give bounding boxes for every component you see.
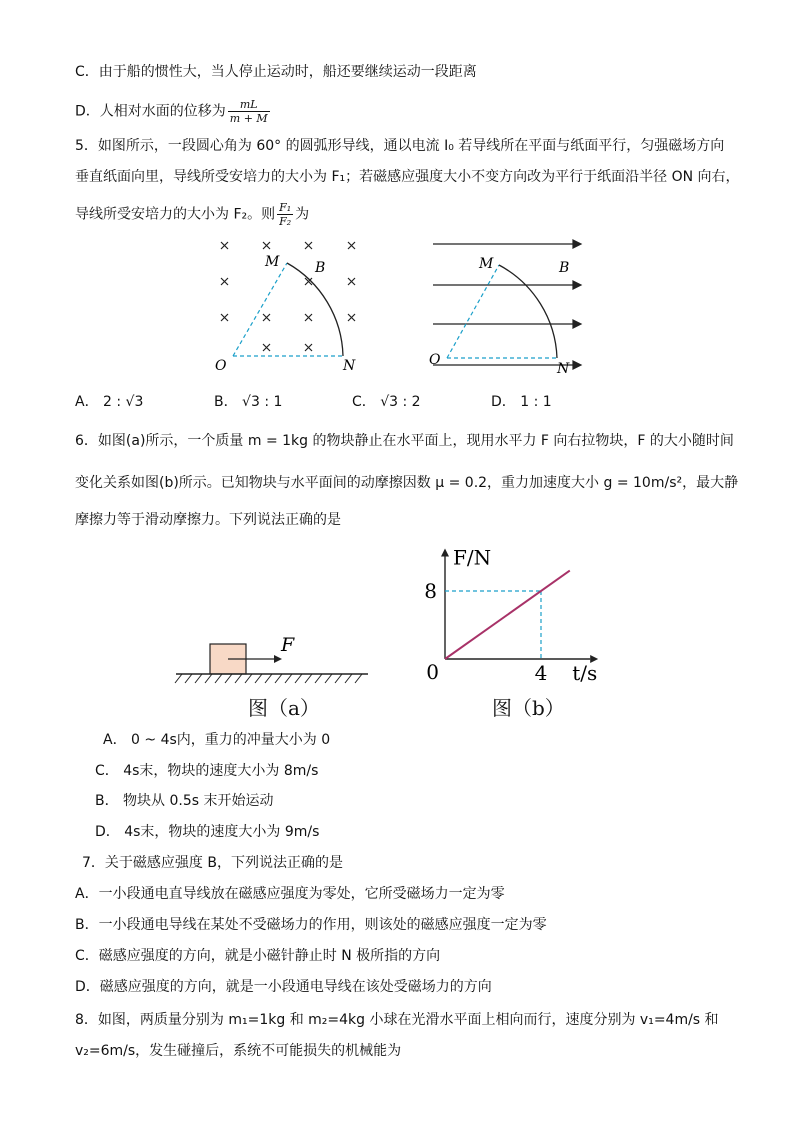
q7-stem: 7．关于磁感应强度 B，下列说法正确的是 [82, 855, 343, 871]
q8-stem-line2: v₂=6m/s，发生碰撞后，系统不可能损失的机械能为 [75, 1043, 402, 1059]
radius-OM-dashed [447, 265, 499, 358]
q8-stem-line1: 8．如图，两质量分别为 m₁=1kg 和 m₂=4kg 小球在光滑水平面上相向而行，速度分别为 v₁=4m/s 和 [75, 1012, 719, 1028]
y-tick-label: 8 [424, 579, 437, 603]
q6-stem-line1: 6．如图(a)所示，一个质量 m = 1kg 的物块静止在水平面上，现用水平力 F 向右拉物块，F 的大小随时间 [75, 433, 734, 449]
q5-stem-line3-a: 导线所受安培力的大小为 F₂。则 [75, 206, 276, 223]
series-line-F-vs-t [445, 571, 570, 659]
q6-option-c: C． 4s末，物块的速度大小为 8m/s [95, 763, 319, 779]
label-O: O [429, 352, 441, 368]
q5-figure-field-into-page [205, 236, 375, 376]
force-label: F [281, 634, 295, 656]
q4-option-c: C．由于船的惯性大，当人停止运动时，船还要继续运动一段距离 [75, 64, 477, 80]
arc-wire [499, 265, 557, 358]
field-cross-marks [221, 242, 355, 351]
q5-stem-line3-b: 为 [295, 206, 310, 223]
x-tick-label: 4 [534, 661, 548, 685]
y-axis-label: F/N [453, 545, 492, 570]
label-N: N [343, 358, 356, 374]
label-B: B [315, 260, 326, 276]
q6-option-a: A． 0 ~ 4s内，重力的冲量大小为 0 [103, 732, 331, 748]
q4-option-d-text: D．人相对水面的位移为 [75, 103, 226, 120]
q6-figure-a-caption: 图（a） [248, 696, 320, 720]
label-O: O [215, 358, 227, 374]
q6-stem-line3: 摩擦力等于滑动摩擦力。下列说法正确的是 [75, 512, 341, 528]
fraction-numerator: F₁ [279, 201, 292, 214]
q7-option-d: D．磁感应强度的方向，就是一小段通电导线在该处受磁场力的方向 [75, 979, 492, 995]
y-axis-arrow [441, 549, 449, 557]
label-N: N [557, 361, 570, 374]
q6-figure-b-caption: 图（b） [492, 696, 565, 720]
q7-option-b: B．一小段通电导线在某处不受磁场力的作用，则该处的磁感应强度一定为零 [75, 917, 547, 933]
q5-stem-line3 [75, 201, 309, 228]
label-M: M [479, 256, 494, 272]
q7-option-a: A．一小段通电直导线放在磁感应强度为零处，它所受磁场力一定为零 [75, 886, 505, 902]
q5-stem-line1: 5．如图所示，一段圆心角为 60° 的圆弧形导线，通以电流 I₀ 若导线所在平面与纸面平行，匀强磁场方向 [75, 138, 725, 154]
fraction-numerator: mL [228, 98, 270, 112]
q5-figure-field-rightward [425, 234, 585, 374]
fraction-denominator: F₂ [279, 215, 292, 228]
force-arrowhead [274, 655, 282, 663]
label-M: M [265, 254, 280, 270]
q5-stem-line2: 垂直纸面向里，导线所受安培力的大小为 F₁；若磁感应强度大小不变方向改为平行于纸面沿半径 ON 向右， [75, 169, 740, 185]
q4-option-d [75, 98, 272, 125]
q5-ratio-fraction [277, 201, 293, 228]
q6-option-d: D． 4s末，物块的速度大小为 9m/s [95, 824, 320, 840]
q5-option-d: D． 1 : 1 [491, 394, 552, 410]
fraction-denominator: m + M [229, 112, 268, 125]
arc-wire [287, 263, 343, 356]
q5-option-c: C． √3 : 2 [352, 394, 421, 410]
q6-stem-line2: 变化关系如图(b)所示。已知物块与水平面间的动摩擦因数 μ = 0.2，重力加速度大小 g = 10m/s²，最大静 [75, 475, 739, 491]
label-B: B [559, 260, 570, 276]
q6-option-b: B． 物块从 0.5s 末开始运动 [95, 793, 274, 809]
x-axis-label: t/s [572, 661, 598, 685]
radius-OM-dashed [233, 263, 287, 356]
x-tick-label-origin: 0 [426, 660, 439, 684]
q6-figure-a [170, 628, 375, 690]
q6-figure-b-chart [420, 535, 630, 685]
q4-option-d-fraction [228, 98, 270, 125]
q5-option-b: B． √3 : 1 [214, 394, 283, 410]
ground-hatching [175, 674, 362, 683]
q5-option-a: A． 2 : √3 [75, 394, 144, 410]
q7-option-c: C．磁感应强度的方向，就是小磁针静止时 N 极所指的方向 [75, 948, 441, 964]
